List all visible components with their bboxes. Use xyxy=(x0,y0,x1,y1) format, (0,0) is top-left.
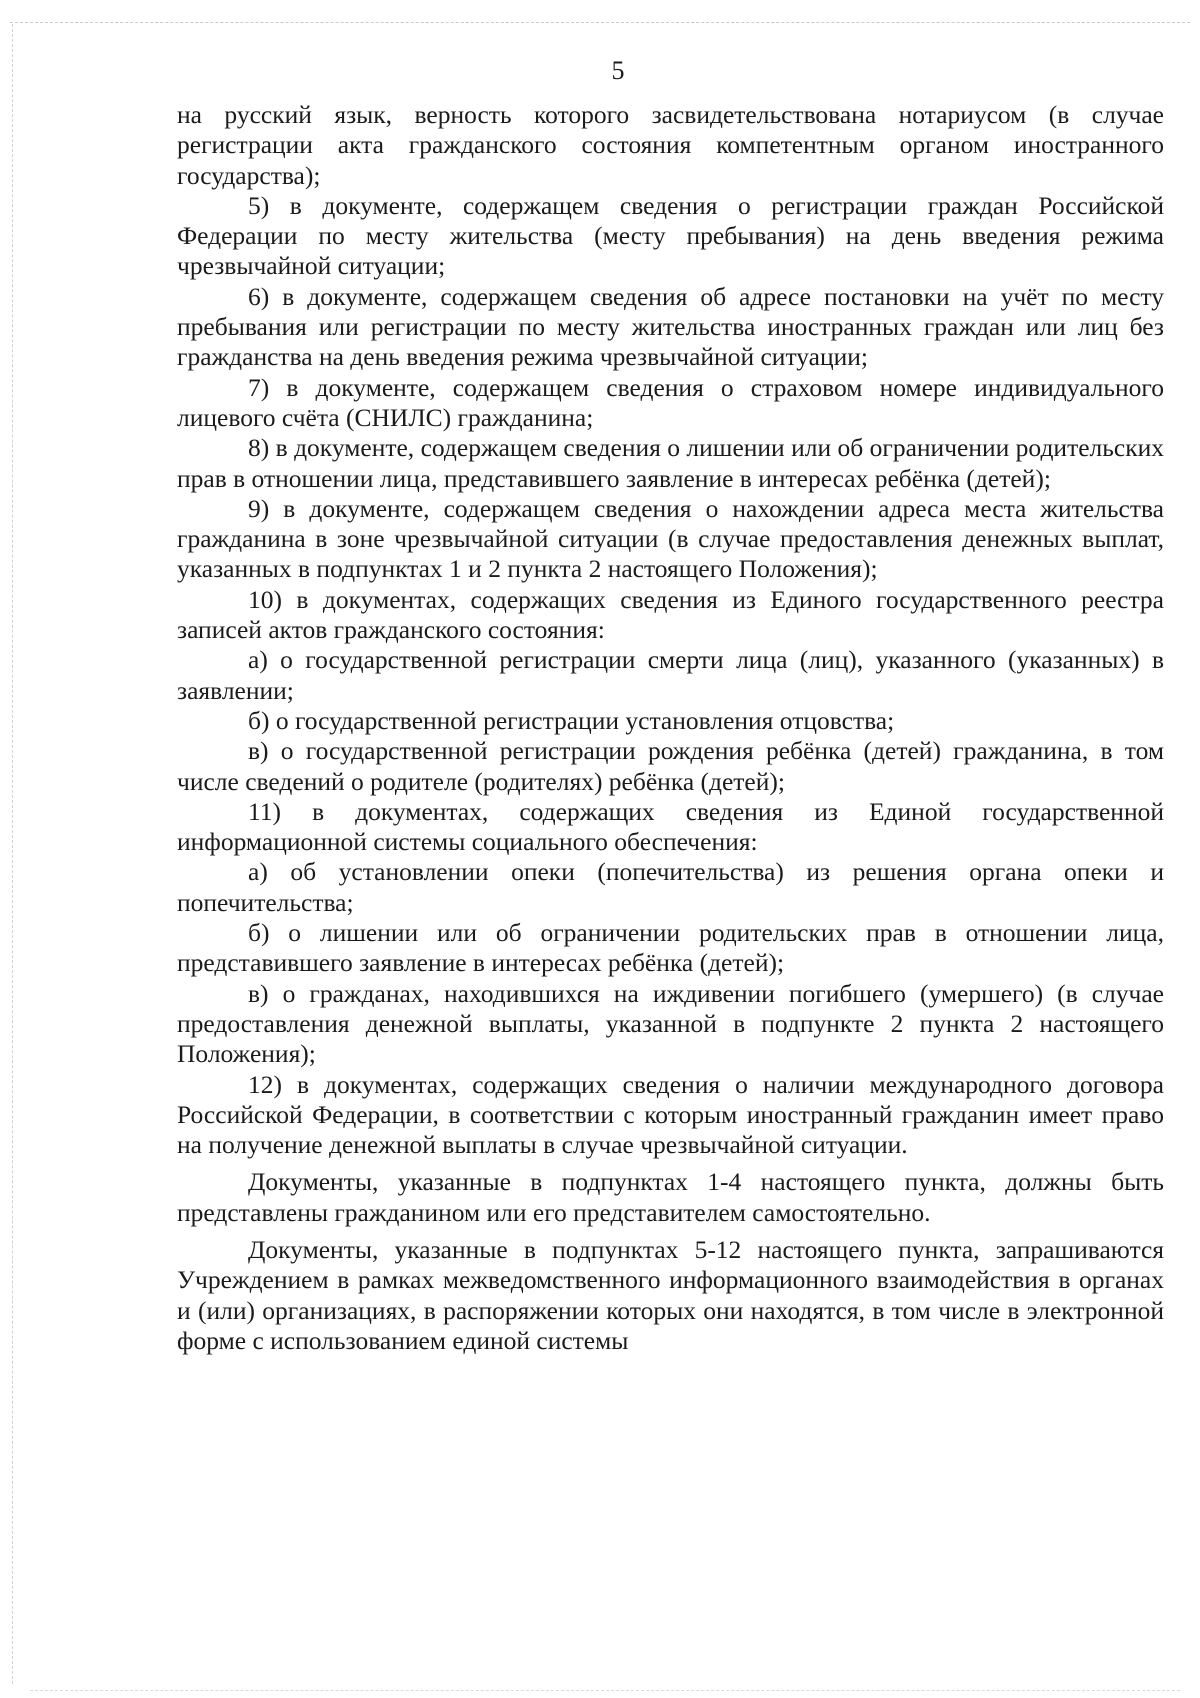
paragraph-item-5: 5) в документе, содержащем сведения о регистрации граждан Российской Федерации по месту жительства (месту пребывания) на день введения режима чрезвычайной ситуации; xyxy=(177,190,1164,281)
page-number: 5 xyxy=(611,56,625,85)
paragraph-documents-requested: Документы, указанные в подпунктах 5-12 настоящего пункта, запрашиваются Учреждением в рамках межведомственного информационного взаимодействия в органах и (или) организациях, в распоряжении которых они находятся, в том числе в электронной форме с использованием единой системы xyxy=(177,1234,1164,1355)
document-body xyxy=(177,100,1164,1356)
paragraph-continuation: на русский язык, верность которого засвидетельствована нотариусом (в случае регистрации акта гражданского состояния компетентным органом иностранного государства); xyxy=(177,100,1164,190)
paragraph-item-7: 7) в документе, содержащем сведения о страховом номере индивидуального лицевого счёта (СНИЛС) гражданина; xyxy=(177,372,1164,432)
paragraph-item-8: 8) в документе, содержащем сведения о лишении или об ограничении родительских прав в отношении лица, представившего заявление в интересах ребёнка (детей); xyxy=(177,433,1164,493)
scan-edge-left xyxy=(12,24,13,1684)
scan-edge-bottom xyxy=(30,1690,1180,1691)
scan-edge-top xyxy=(10,22,1190,23)
paragraph-item-11b: б) о лишении или об ограничении родительских прав в отношении лица, представившего заявление в интересах ребёнка (детей); xyxy=(177,918,1164,978)
paragraph-item-10: 10) в документах, содержащих сведения из Единого государственного реестра записей актов гражданского состояния: xyxy=(177,584,1164,645)
paragraph-item-6: 6) в документе, содержащем сведения об адресе постановки на учёт по месту пребывания или регистрации по месту жительства иностранных граждан или лиц без гражданства на день введения режима чрезвычайной ситуации; xyxy=(177,281,1164,372)
paragraph-item-10a: а) о государственной регистрации смерти лица (лиц), указанного (указанных) в заявлении; xyxy=(177,645,1164,705)
paragraph-item-11c: в) о гражданах, находившихся на иждивении погибшего (умершего) (в случае предоставления денежной выплаты, указанной в подпункте 2 пункта 2 настоящего Положения); xyxy=(177,978,1164,1069)
paragraph-item-10c: в) о государственной регистрации рождения ребёнка (детей) гражданина, в том числе сведений о родителе (родителях) ребёнка (детей); xyxy=(177,736,1164,796)
paragraph-documents-self: Документы, указанные в подпунктах 1-4 настоящего пункта, должны быть представлены гражданином или его представителем самостоятельно. xyxy=(177,1167,1164,1227)
paragraph-item-9: 9) в документе, содержащем сведения о нахождении адреса места жительства гражданина в зоне чрезвычайной ситуации (в случае предоставления денежных выплат, указанных в подпунктах 1 и 2 пункта 2 настоящего Положения); xyxy=(177,493,1164,584)
paragraph-item-11a: а) об установлении опеки (попечительства) из решения органа опеки и попечительства; xyxy=(177,857,1164,917)
paragraph-item-12: 12) в документах, содержащих сведения о наличии международного договора Российской Федерации, в соответствии с которым иностранный гражданин имеет право на получение денежной выплаты в случае чрезвычайной ситуации. xyxy=(177,1069,1164,1160)
paragraph-item-11: 11) в документах, содержащих сведения из Единой государственной информационной системы социального обеспечения: xyxy=(177,796,1164,857)
paragraph-item-10b: б) о государственной регистрации установления отцовства; xyxy=(248,705,895,735)
